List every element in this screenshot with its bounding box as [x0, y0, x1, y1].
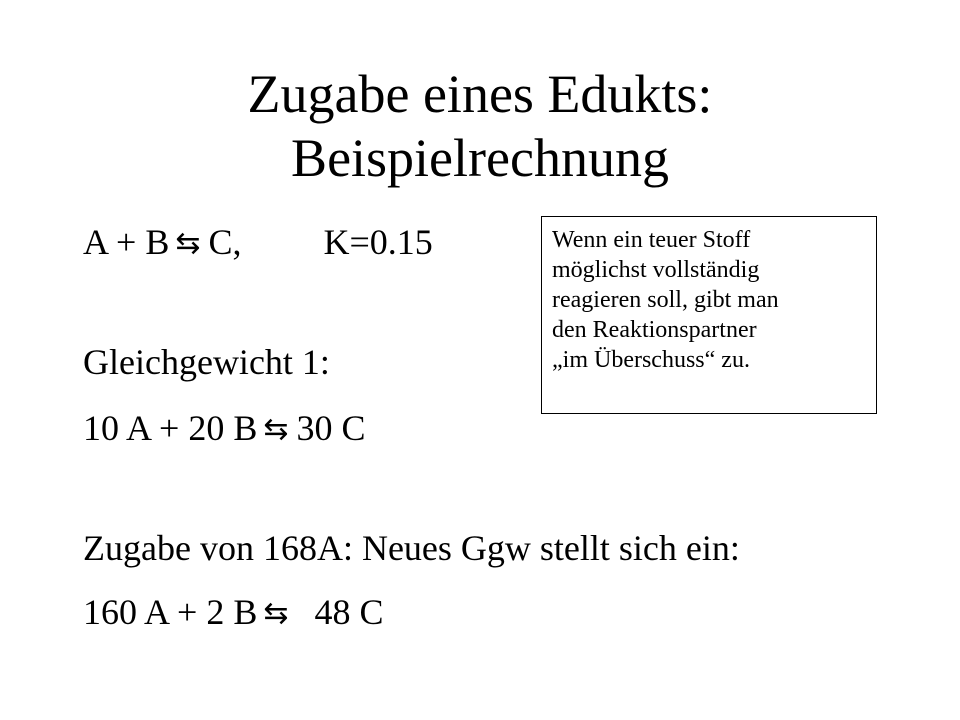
addition-label: Zugabe von 168A: Neues Ggw stellt sich ein: [83, 528, 740, 568]
title-line-2: Beispielrechnung [291, 128, 669, 188]
equilibrium-arrow-icon: ⇆ [263, 596, 289, 631]
equilibrium-1-rhs: 30 C [296, 408, 366, 448]
note-line-5: „im Überschuss“ zu. [552, 347, 750, 373]
equilibrium-arrow-icon: ⇆ [263, 412, 289, 447]
equilibrium-2-rhs: 48 C [314, 592, 384, 632]
title-line-1: Zugabe eines Edukts: [247, 64, 713, 124]
note-line-3: reagieren soll, gibt man [552, 287, 779, 313]
reaction-equation [83, 220, 433, 266]
note-box [541, 216, 877, 414]
equilibrium-1-equation [83, 406, 366, 452]
equilibrium-1-lhs: 10 A + 20 B [83, 408, 258, 448]
reaction-lhs: A + B [83, 222, 170, 262]
equilibrium-arrow-icon: ⇆ [175, 226, 201, 261]
note-line-2: möglichst vollständig [552, 257, 760, 283]
reaction-rhs: C, [208, 222, 242, 262]
slide-title [0, 62, 960, 190]
note-line-4: den Reaktionspartner [552, 317, 757, 343]
note-line-1: Wenn ein teuer Stoff [552, 227, 751, 253]
equilibrium-2-equation [83, 590, 384, 636]
equilibrium-1-label: Gleichgewicht 1: [83, 342, 330, 382]
equilibrium-constant: K=0.15 [323, 222, 433, 262]
equilibrium-2-lhs: 160 A + 2 B [83, 592, 258, 632]
